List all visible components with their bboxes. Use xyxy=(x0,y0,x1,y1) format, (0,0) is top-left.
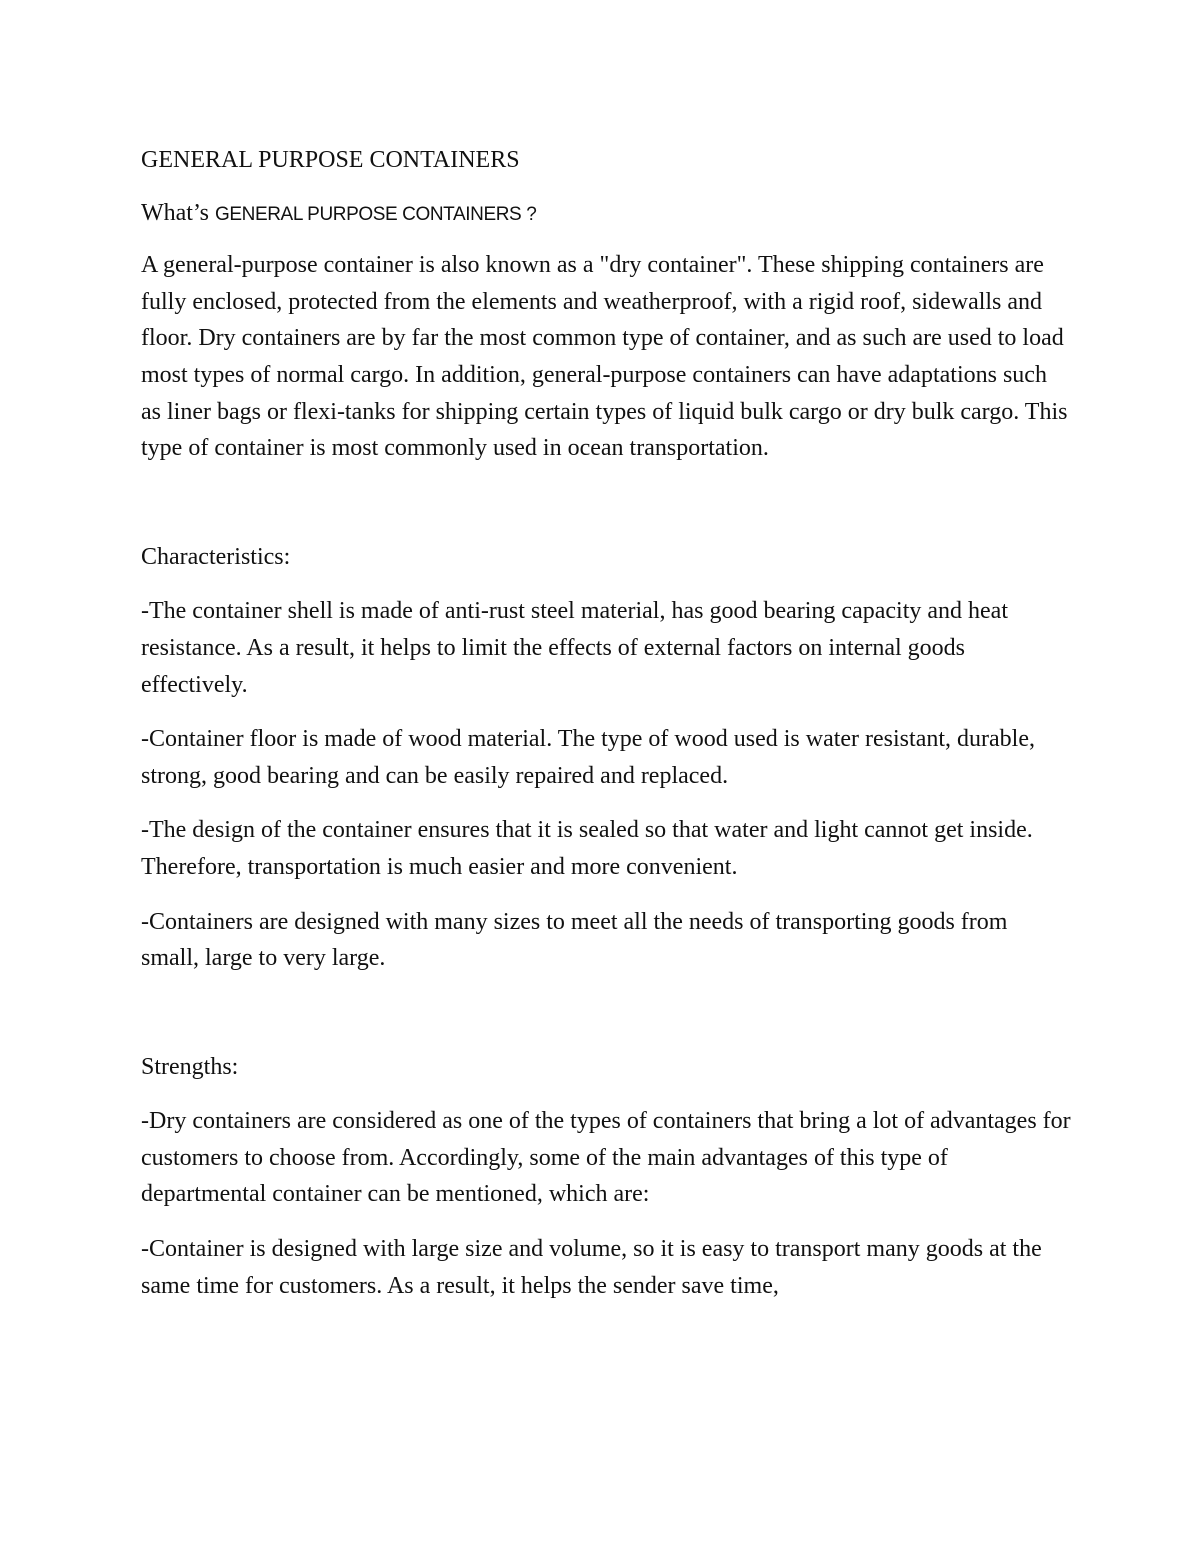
characteristic-item: -The container shell is made of anti-rust steel material, has good bearing capacity and heat resistance. As a result, it helps to limit the effects of external factors on internal goods effectively. xyxy=(141,598,1008,698)
strengths-heading: Strengths: xyxy=(141,1053,239,1080)
strength-item: -Dry containers are considered as one of the types of containers that bring a lot of advantages for customers to choose from. Accordingly, some of the main advantages of this type of departmental container can be mentioned, which are: xyxy=(141,1108,1071,1208)
document-title: GENERAL PURPOSE CONTAINERS xyxy=(141,147,520,173)
section-spacer xyxy=(141,485,1071,539)
characteristics-heading: Characteristics: xyxy=(141,543,291,570)
intro-paragraph: A general-purpose container is also known as a "dry container". These shipping containers are fully enclosed, protected from the elements and weatherproof, with a rigid roof, sidewalls and floor. Dry containers are by far the most common type of container, and as such are used to load most types of normal cargo. In addition, general-purpose containers can have adaptations such as liner bags or flexi-tanks for shipping certain types of liquid bulk cargo or dry bulk cargo. This type of container is most commonly used in ocean transportation. xyxy=(141,252,1068,462)
question-lead: What’s xyxy=(141,199,215,226)
characteristic-item: -Containers are designed with many sizes to meet all the needs of transporting goods from small, large to very large. xyxy=(141,908,1008,972)
document-page xyxy=(141,142,1071,1322)
characteristic-item: -Container floor is made of wood material. The type of wood used is water resistant, durable, strong, good bearing and can be easily repaired and replaced. xyxy=(141,726,1035,789)
question-term: GENERAL PURPOSE CONTAINERS ? xyxy=(214,203,537,225)
characteristic-item: -The design of the container ensures that it is sealed so that water and light cannot get inside. Therefore, transportation is much easier and more convenient. xyxy=(141,817,1033,880)
section-spacer xyxy=(141,995,1071,1049)
question-line xyxy=(141,195,1071,234)
strength-item: -Container is designed with large size and volume, so it is easy to transport many goods at the same time for customers. As a result, it helps the sender save time, xyxy=(141,1236,1042,1299)
